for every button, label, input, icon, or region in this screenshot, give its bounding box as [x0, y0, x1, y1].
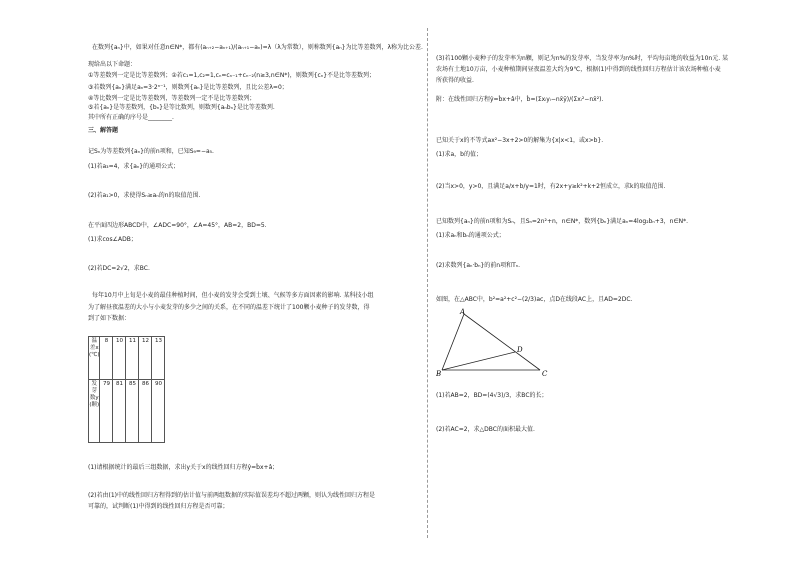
q2-part1: (1)求cos∠ADB；	[88, 236, 137, 243]
q5-stem: 已知数列{aₙ}的前n项和为Sₙ，且Sₙ=2n²+n，n∈N*，数列{bₙ}满足aₙ=4log₂bₙ+3，n∈N*.	[436, 218, 689, 225]
q2-stem: 在平面四边形ABCD中，∠ADC=90°，∠A=45°，AB=2，BD=5.	[88, 222, 267, 229]
q3-stem-line1: 每年10月中上旬是小麦的最佳种植时间，但小麦的发芽会受到土壤、气候等多方面因素的影响. 某科技小组	[92, 292, 374, 299]
table-header-y: 发芽数y(颗)	[89, 380, 100, 443]
table-cell: 79	[100, 380, 113, 443]
q6-part1: (1)若AB=2，BD=(4√3)/3，求BC的长；	[436, 392, 548, 399]
proposition-5: ⑤若{aₙ}是等差数列，{bₙ}是等比数列，则数列{aₙbₙ}是比等差数列.	[88, 104, 275, 111]
intro-definition: 在数列{aₙ}中，如果对任意n∈N*，都有(aₙ₊₂−aₙ₊₁)/(aₙ₊₁−aₙ)=λ（λ为常数），则称数列{aₙ}为比等差数列，λ称为比公差.	[92, 44, 423, 51]
q3-stem-line3: 到了如下数据：	[88, 315, 131, 322]
table-row	[89, 380, 165, 443]
label-b: B	[436, 370, 442, 378]
proposition-3: ③若数列{aₙ}满足aₙ=3·2ⁿ⁻¹，则数列{aₙ}是比等差数列，且比公差λ=0；	[88, 84, 288, 91]
q3-part3-line2: 农场有土地10万亩，小麦种植期间昼夜温差大约为9℃，根据(1)中得到的线性回归方程估计该农场种植小麦	[436, 66, 721, 73]
right-column	[436, 0, 776, 562]
q5-part1: (1)求aₙ和bₙ的通项公式；	[436, 232, 505, 239]
label-d: D	[517, 346, 523, 354]
table-cell: 86	[139, 380, 152, 443]
table-cell: 10	[113, 337, 126, 380]
table-cell: 11	[126, 337, 139, 380]
table-cell: 85	[126, 380, 139, 443]
q3-part3-line3: 所获得的收益.	[436, 77, 474, 84]
proposition-1: ①等差数列一定是比等差数列；②若c₁=1,c₂=1,cₙ=cₙ₋₁+cₙ₋₂(n≥3,n∈N*)，则数列{cₙ}不是比等差数列；	[88, 72, 376, 79]
q1-stem: 记Sₙ为等差数列{aₙ}的前n项和，已知S₉=−a₅.	[88, 148, 214, 155]
q1-part1: (1)若a₃=4，求{aₙ}的通项公式；	[88, 163, 180, 170]
segment-bd	[442, 352, 515, 370]
proposition-4: ④等比数列一定是比等差数列，等差数列一定不是比等差数列；	[88, 95, 256, 102]
germination-table	[88, 336, 165, 443]
label-c: C	[542, 370, 548, 378]
table-cell: 12	[139, 337, 152, 380]
q4-part2: (2)当x>0，y>0，且满足a/x+b/y=1时，有2x+y≥k²+k+2恒成立，求k的取值范围.	[436, 183, 666, 190]
table-header-x: 温差x(℃)	[89, 337, 100, 380]
table-cell: 13	[152, 337, 165, 380]
q3-part1: (1)请根据统计的最后三组数据，求出y关于x的线性回归方程ŷ=b̂x+â；	[88, 464, 279, 471]
q5-part2: (2)求数列{aₙ·bₙ}的前n项和Tₙ.	[436, 262, 521, 269]
q6-part2: (2)若AC=2，求△DBC的面积最大值.	[436, 426, 535, 433]
q4-stem: 已知关于x的不等式ax²−3x+2>0的解集为{x|x<1，或x>b}.	[436, 137, 604, 144]
table-cell: 8	[100, 337, 113, 380]
q4-part1: (1)求a，b的值；	[436, 151, 482, 158]
intro-given: 现给出以下命题：	[88, 61, 137, 68]
q3-part2-line1: (2)若由(1)中的线性回归方程得到的估计值与前两组数据的实际值误差均不超过两颗，则认为线性回归方程是	[88, 492, 376, 499]
section-heading: 三、解答题	[88, 127, 119, 134]
left-column	[88, 0, 423, 562]
q3-part3-line1: (3)若100颗小麦种子的发芽率为n颗，则记为n%的发芽率，当发芽率为n%时，平均每亩地的收益为10n元. 某	[436, 55, 729, 62]
q6-stem: 如图，在△ABC中，b²=a²+c²−(2/3)ac，点D在线段AC上，且AD=2DC.	[436, 296, 633, 303]
q1-part2: (2)若a₁>0，求使得Sₙ≥aₙ的n的取值范围.	[88, 192, 201, 199]
label-a: A	[460, 308, 466, 316]
table-row	[89, 337, 165, 380]
q2-part2: (2)若DC=2√2，求BC.	[88, 265, 150, 272]
q3-stem-line2: 为了解昼夜温差的大小与小麦发芽的多少之间的关系，在不同的温差下统计了100颗小麦种子的发芽数，得	[88, 304, 370, 311]
answer-prompt: 其中所有正确的序号是________.	[88, 114, 174, 121]
column-divider	[427, 28, 428, 538]
q3-part2-line2: 可靠的，试判断(1)中得到的线性回归方程是否可靠；	[88, 503, 229, 510]
regression-formula: 附：在线性回归方程ŷ=b̂x+â中，b̂=(Σxᵢyᵢ−nx̄ȳ)/(Σxᵢ²−nx̄²).	[436, 96, 604, 103]
side-ab	[442, 314, 464, 370]
table-cell: 90	[152, 380, 165, 443]
table-cell: 81	[113, 380, 126, 443]
triangle-figure	[436, 308, 556, 380]
